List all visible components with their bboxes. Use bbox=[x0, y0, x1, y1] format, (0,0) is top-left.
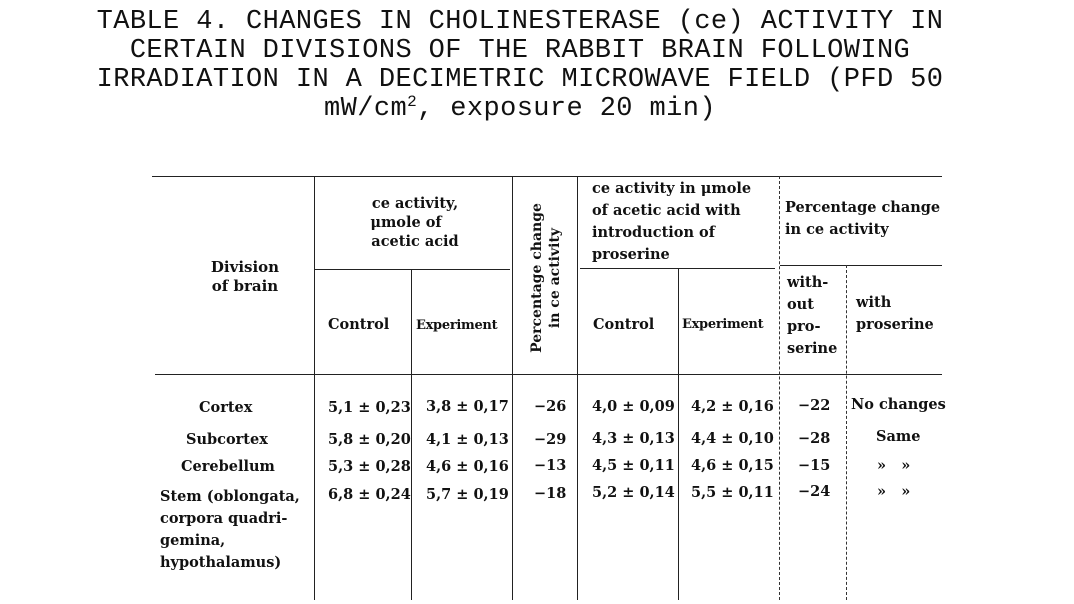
caption-line-2: CERTAIN DIVISIONS OF THE RABBIT BRAIN FOLLOWING bbox=[129, 36, 911, 66]
row-2-with-proserine: Same bbox=[876, 428, 921, 445]
row-3-control: 5,3 ± 0,28 bbox=[328, 458, 411, 475]
header-ce-activity: ce activity, μmole of acetic acid bbox=[370, 195, 459, 250]
row-1-control: 5,1 ± 0,23 bbox=[328, 399, 411, 416]
col-rule-3 bbox=[512, 176, 513, 600]
row-1-without-proserine: −22 bbox=[798, 397, 831, 414]
col-rule-4 bbox=[577, 176, 578, 600]
row-3-percentage: −13 bbox=[534, 457, 567, 474]
row-2-experiment-proserine: 4,4 ± 0,10 bbox=[691, 430, 774, 447]
col-rule-2 bbox=[411, 269, 412, 600]
row-1-division: Cortex bbox=[199, 399, 253, 416]
subheader-experiment-1: Experiment bbox=[416, 318, 498, 333]
row-4-control-proserine: 5,2 ± 0,14 bbox=[592, 484, 675, 501]
col-rule-6 bbox=[779, 176, 780, 600]
row-1-experiment: 3,8 ± 0,17 bbox=[426, 398, 509, 415]
row-2-control: 5,8 ± 0,20 bbox=[328, 431, 411, 448]
subheader-experiment-2: Experiment bbox=[682, 317, 764, 332]
row-3-experiment: 4,6 ± 0,16 bbox=[426, 458, 509, 475]
header-percentage-change: Percentage change in ce activity bbox=[529, 203, 563, 353]
header-division: Division of brain bbox=[210, 258, 280, 295]
caption-line-3: IRRADIATION IN A DECIMETRIC MICROWAVE FIELD (PFD 50 bbox=[96, 65, 944, 95]
row-4-experiment-proserine: 5,5 ± 0,11 bbox=[691, 484, 774, 501]
caption-line-4: $mW/cm^2$, exposure 20 min) bbox=[324, 93, 716, 124]
header-bottom-rule bbox=[155, 374, 942, 375]
subheader-without-proserine: with- out pro- serine bbox=[787, 274, 838, 357]
col-rule-5 bbox=[678, 268, 679, 600]
row-3-without-proserine: −15 bbox=[798, 457, 831, 474]
row-2-experiment: 4,1 ± 0,13 bbox=[426, 431, 509, 448]
row-2-division: Subcortex bbox=[186, 431, 268, 448]
subheader-with-proserine: with proserine bbox=[856, 294, 934, 333]
row-2-control-proserine: 4,3 ± 0,13 bbox=[592, 430, 675, 447]
row-1-with-proserine: No changes bbox=[851, 396, 946, 413]
row-2-without-proserine: −28 bbox=[798, 430, 831, 447]
row-4-experiment: 5,7 ± 0,19 bbox=[426, 486, 509, 503]
row-1-control-proserine: 4,0 ± 0,09 bbox=[592, 398, 675, 415]
row-3-control-proserine: 4,5 ± 0,11 bbox=[592, 457, 675, 474]
row-4-without-proserine: −24 bbox=[798, 483, 831, 500]
table-top-rule bbox=[152, 176, 942, 177]
row-1-percentage: −26 bbox=[534, 398, 567, 415]
subheader-control-1: Control bbox=[328, 316, 390, 333]
caption-line-1: TABLE 4. CHANGES IN CHOLINESTERASE (ce) ACTIVITY IN bbox=[96, 7, 944, 37]
row-4-percentage: −18 bbox=[534, 485, 567, 502]
subheader-control-2: Control bbox=[593, 316, 655, 333]
col-rule-7 bbox=[846, 265, 847, 600]
row-4-with-proserine: » » bbox=[877, 483, 911, 500]
row-4-division: Stem (oblongata, corpora quadri- gemina, hypothalamus) bbox=[160, 488, 300, 571]
row-3-with-proserine: » » bbox=[877, 457, 911, 474]
header-percentage-change-ce: Percentage change in ce activity bbox=[785, 199, 941, 238]
row-3-division: Cerebellum bbox=[181, 458, 275, 475]
row-2-percentage: −29 bbox=[534, 431, 567, 448]
row-3-experiment-proserine: 4,6 ± 0,15 bbox=[691, 457, 774, 474]
row-1-experiment-proserine: 4,2 ± 0,16 bbox=[691, 398, 774, 415]
row-4-control: 6,8 ± 0,24 bbox=[328, 486, 411, 503]
header-ce-activity-proserine: ce activity in μmole of acetic acid with introduction of proserine bbox=[592, 180, 752, 263]
col-rule-1 bbox=[314, 176, 315, 600]
subheader-rule-1 bbox=[315, 269, 510, 270]
subheader-rule-3 bbox=[780, 265, 942, 266]
